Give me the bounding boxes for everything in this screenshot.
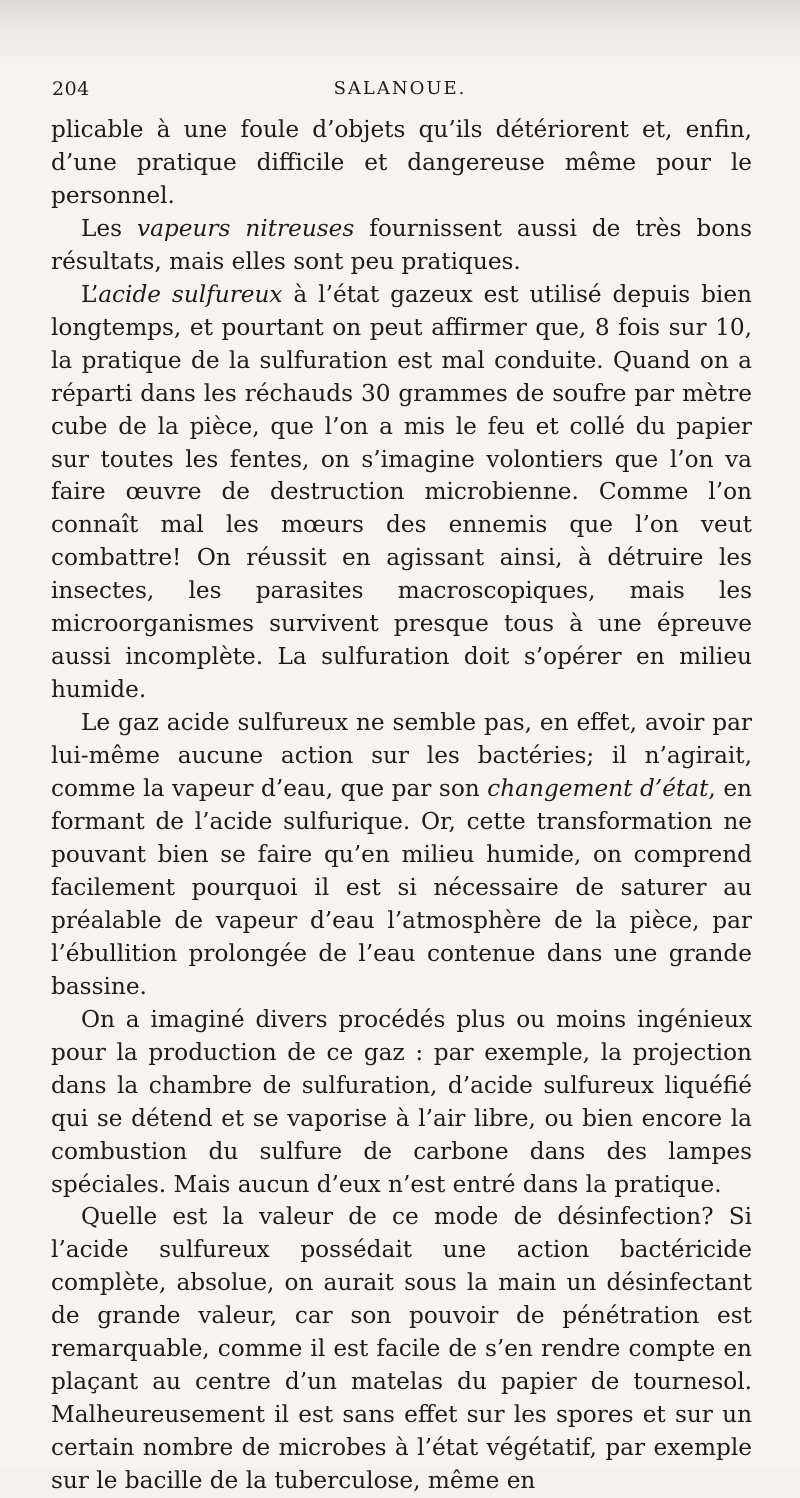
paragraph [51,279,752,707]
paragraph [51,213,752,279]
paragraph-text: On a imaginé divers procédés plus ou moins ingénieux pour la production de ce gaz : par exemple, la projection dans la chambre de sulfuration, d’acide sulfureux liquéfié qui se détend et se vaporise à l’air libre, ou bien encore la combustion du sulfure de carbone dans des lampes spéciales. Mais aucun d’eux n’est entré dans la pratique. [51,1005,752,1198]
running-title: SALANOUE. [333,78,467,99]
paragraph [51,114,752,213]
paragraph-text: L’ [81,280,99,308]
page-header [52,78,748,108]
paragraph-text: plicable à une foule d’objets qu’ils détériorent et, enfin, d’une pratique difficile et dangereuse même pour le personnel. [51,116,752,209]
page-number: 204 [52,78,90,100]
paragraph-text: fournissent aussi de très bons résultats, mais elles sont peu pratiques. [51,214,752,275]
paragraph [51,1004,752,1202]
body-text [51,114,752,1498]
italic-term: changement d’état [487,775,709,803]
paragraph-text: Quelle est la valeur de ce mode de désinfection? Si l’acide sulfureux possédait une action bactéricide complète, absolue, on aurait sous la main un désinfectant de grande valeur, car son pouvoir de pénétration est remarquable, comme il est facile de s’en rendre compte en plaçant au centre d’un matelas du papier de tournesol. Malheureusement il est sans effet sur les spores et sur un certain nombre de microbes à l’état végétatif, par exemple sur le bacille de la tuberculose, même en [51,1203,752,1495]
paragraph-text: Le gaz acide sulfureux ne semble pas, en effet, avoir par lui-même aucune action sur les bactéries; il n’agirait, comme la vapeur d’eau, que par son [51,709,752,803]
italic-term: vapeurs nitreuses [136,214,355,242]
italic-term: acide sulfureux [98,280,283,308]
paragraph-text: , en formant de l’acide sulfurique. Or, cette transformation ne pouvant bien se faire qu’en milieu humide, on comprend facilement pourquoi il est si nécessaire de saturer au préalable de vapeur d’eau l’atmosphère de la pièce, par l’ébullition prolongée de l’eau contenue dans une grande bassine. [51,775,752,1000]
paragraph-text: Les [81,214,137,242]
paragraph-text: à l’état gazeux est utilisé depuis bien longtemps, et pourtant on peut affirmer que, 8 fois sur 10, la pratique de la sulfuration est mal conduite. Quand on a réparti dans les réchauds 30 grammes de soufre par mètre cube de la pièce, que l’on a mis le feu et collé du papier sur toutes les fentes, on s’imagine volontiers que l’on va faire œuvre de destruction microbienne. Comme l’on connaît mal les mœurs des ennemis que l’on veut combattre! On réussit en agissant ainsi, à détruire les insectes, les parasites macroscopiques, mais les microorganismes survivent presque tous à une épreuve aussi incomplète. La sulfuration doit s’opérer en milieu humide. [51,280,752,704]
paragraph [51,1201,752,1498]
paragraph [51,707,752,1004]
